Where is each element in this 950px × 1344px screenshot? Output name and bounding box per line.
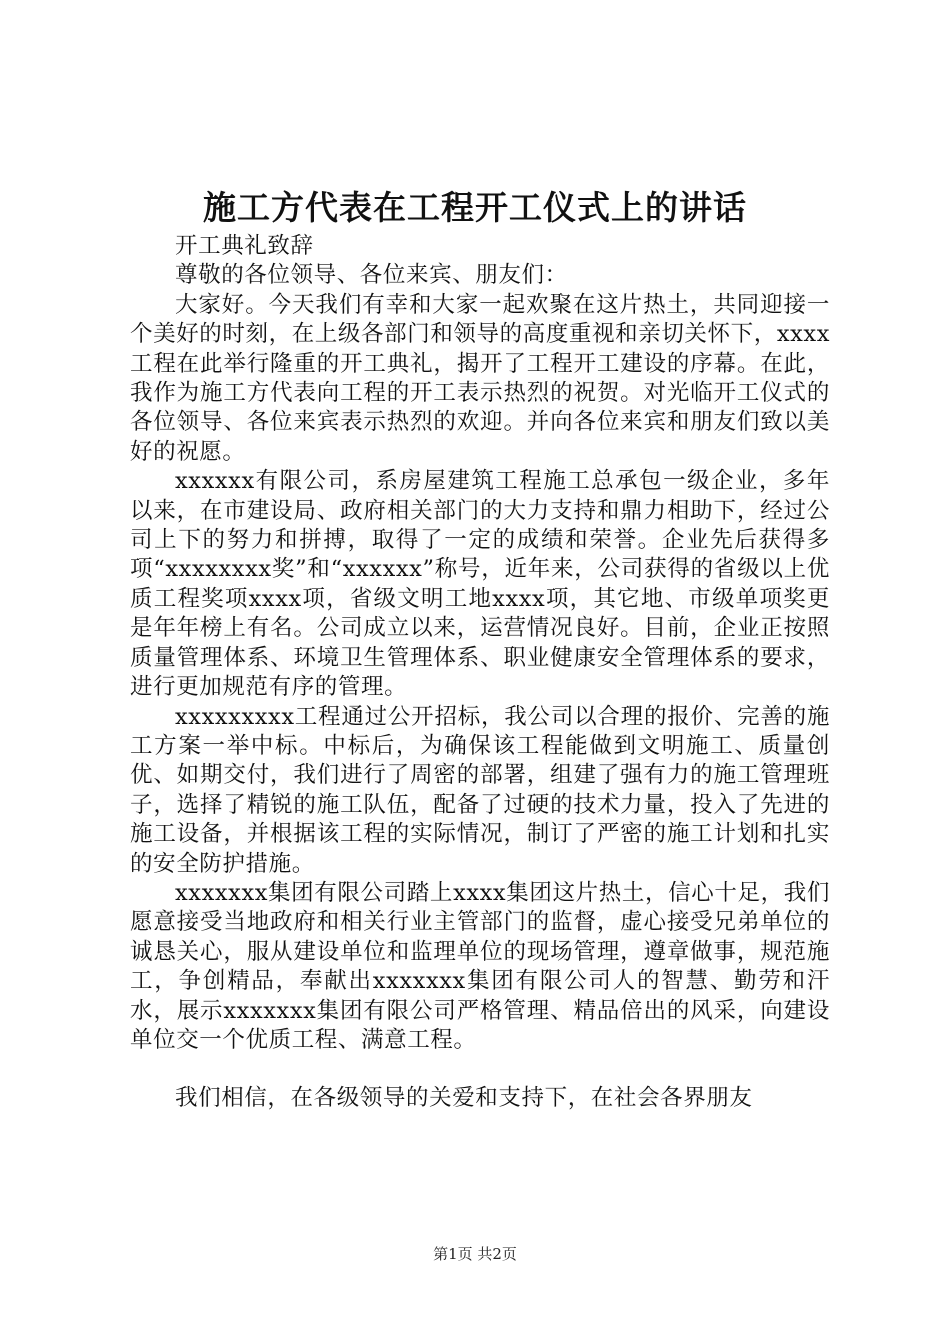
paragraph-closing: 我们相信，在各级领导的关爱和支持下，在社会各界朋友 xyxy=(175,1085,753,1112)
paragraph-commitment: xxxxxxx集团有限公司踏上xxxx集团这片热土，信心十足，我们愿意接受当地政府和相关行业主管部门的监督，虚心接受兄弟单位的诚恳关心，服从建设单位和监理单位的现场管理，遵章做事，规范施工，争创精品，奉献出xxxxxxx集团有限公司人的智慧、勤劳和汗水，展示xxxxxxx集团有限公司严格管理、精品倍出的风采，向建设单位交一个优质工程、满意工程。 xyxy=(130,879,830,1053)
paragraph-greeting: 大家好。今天我们有幸和大家一起欢聚在这片热土，共同迎接一个美好的时刻，在上级各部门和领导的高度重视和亲切关怀下，xxxx工程在此举行隆重的开工典礼，揭开了工程开工建设的序幕。在此，我作为施工方代表向工程的开工表示热烈的祝贺。对光临开工仪式的各位领导、各位来宾表示热烈的欢迎。并向各位来宾和朋友们致以美好的祝愿。 xyxy=(130,291,830,465)
paragraph-salutation: 尊敬的各位领导、各位来宾、朋友们： xyxy=(175,262,568,289)
paragraph-bid: xxxxxxxxx工程通过公开招标，我公司以合理的报价、完善的施工方案一举中标。中标后，为确保该工程能做到文明施工、质量创优、如期交付，我们进行了周密的部署，组建了强有力的施工管理班子，选择了精锐的施工队伍，配备了过硬的技术力量，投入了先进的施工设备，并根据该工程的实际情况，制订了严密的施工计划和扎实的安全防护措施。 xyxy=(130,703,830,877)
page-footer: 第1页 共2页 xyxy=(433,1245,517,1263)
paragraph-subtitle: 开工典礼致辞 xyxy=(175,233,314,259)
paragraph-company-intro: xxxxxx有限公司，系房屋建筑工程施工总承包一级企业，多年以来，在市建设局、政府相关部门的大力支持和鼎力相助下，经过公司上下的努力和拼搏，取得了一定的成绩和荣誉。企业先后获得多项“xxxxxxxx奖”和“xxxxxx”称号，近年来，公司获得的省级以上优质工程奖项xxxx项，省级文明工地xxxx项，其它地、市级单项奖更是年年榜上有名。公司成立以来，运营情况良好。目前，企业正按照质量管理体系、环境卫生管理体系、职业健康安全管理体系的要求，进行更加规范有序的管理。 xyxy=(130,468,830,701)
document-title: 施工方代表在工程开工仪式上的讲话 xyxy=(203,188,747,227)
document-body xyxy=(130,232,830,1114)
